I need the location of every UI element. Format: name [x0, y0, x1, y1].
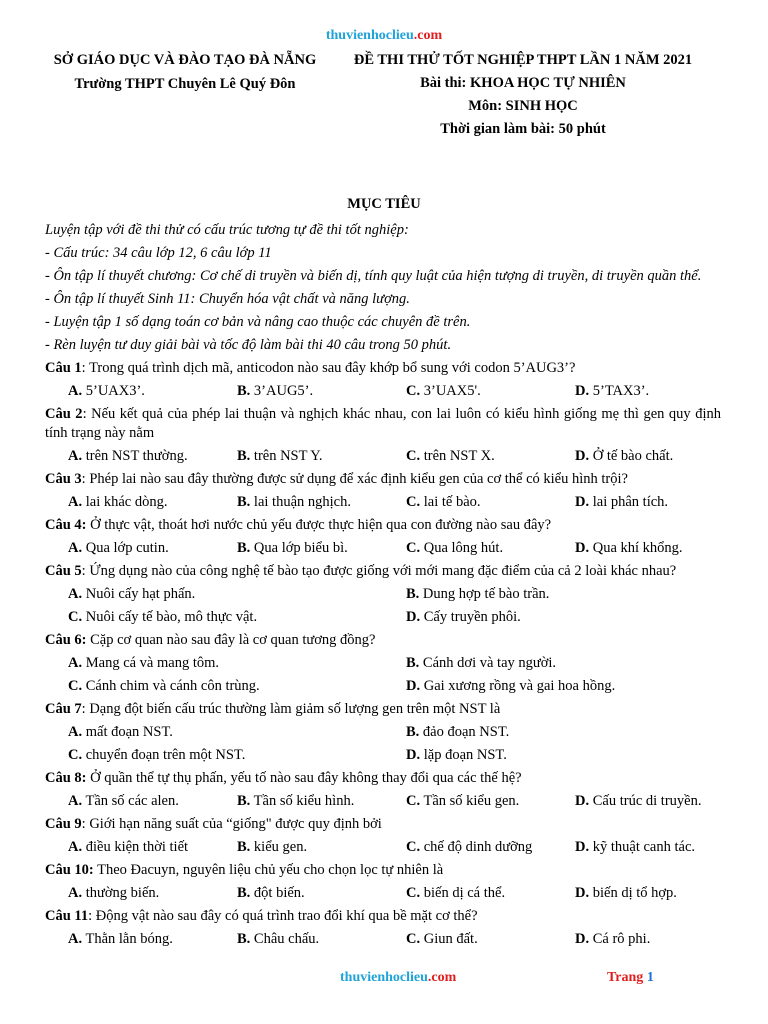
option-b: B. Dung hợp tế bào trần.	[406, 586, 550, 602]
option-d: D. Qua khí khổng.	[575, 540, 683, 556]
objective-line: - Ôn tập lí thuyết chương: Cơ chế di truyền và biến dị, tính quy luật của hiện tượng di truyền, di truyền quần thể.	[45, 268, 702, 284]
question-11: Câu 11: Động vật nào sau đây có quá trình trao đổi khí qua bề mặt cơ thể? A. Thằn lằn bóng. B. Châu chấu. C. Giun đất. D. Cá rô phi.	[45, 905, 721, 951]
option-c: C. chế độ dinh dưỡng	[406, 839, 533, 855]
option-b: B. đảo đoạn NST.	[406, 724, 510, 740]
option-c: C. Nuôi cấy tế bào, mô thực vật.	[68, 609, 258, 625]
answer-options	[45, 836, 721, 859]
answer-options	[45, 537, 721, 560]
exam-duration: Thời gian làm bài: 50 phút	[440, 121, 606, 137]
answer-options	[45, 445, 721, 468]
objective-line: - Luyện tập 1 số dạng toán cơ bản và nâng cao thuộc các chuyên đề trên.	[45, 314, 471, 330]
objective-line: - Rèn luyện tư duy giải bài và tốc độ làm bài thi 40 câu trong 50 phút.	[45, 337, 452, 353]
option-b: B. 3’AUG5’.	[237, 383, 314, 399]
option-c: C. chuyển đoạn trên một NST.	[68, 747, 246, 763]
page-number: Trang 1	[607, 970, 654, 985]
option-b: B. Cánh dơi và tay người.	[406, 655, 557, 671]
answer-options	[45, 790, 721, 813]
option-d: D. 5’TAX3’.	[575, 383, 650, 399]
option-a: A. Tần số các alen.	[68, 793, 179, 809]
option-c: C. Tần số kiểu gen.	[406, 793, 520, 809]
site-domain: .com	[413, 28, 443, 43]
objective-line: - Ôn tập lí thuyết Sinh 11: Chuyển hóa vật chất và năng lượng.	[45, 291, 410, 307]
footer-site-link[interactable]: thuvienhoclieu.com	[340, 970, 457, 985]
answer-options	[45, 491, 721, 514]
question-text: Phép lai nào sau đây thường được sử dụng để xác định kiểu gen của cơ thể có kiểu hình trội?	[85, 471, 628, 487]
option-a: A. 5’UAX3’.	[68, 383, 145, 399]
question-text: Cặp cơ quan nào sau đây là cơ quan tương đồng?	[86, 632, 376, 648]
option-b: B. trên NST Y.	[237, 448, 323, 464]
option-b: B. đột biến.	[237, 885, 305, 901]
question-7: Câu 7: Dạng đột biến cấu trúc thường làm giảm số lượng gen trên một NST là A. mất đoạn NST. B. đảo đoạn NST. C. chuyển đoạn trên một NST. D. lặp đoạn NST.	[45, 698, 721, 767]
option-a: A. trên NST thường.	[68, 448, 188, 464]
question-text: Dạng đột biến cấu trúc thường làm giảm số lượng gen trên một NST là	[85, 701, 501, 717]
objective-line: - Cấu trúc: 34 câu lớp 12, 6 câu lớp 11	[45, 245, 272, 261]
option-d: D. lai phân tích.	[575, 494, 669, 510]
site-watermark-top[interactable]	[0, 28, 768, 44]
option-b: B. Qua lớp biểu bì.	[237, 540, 348, 556]
department-name: SỞ GIÁO DỤC VÀ ĐÀO TẠO ĐÀ NẴNG	[53, 52, 317, 68]
question-text: Ở quần thể tự thụ phấn, yếu tố nào sau đây không thay đổi qua các thế hệ?	[86, 770, 522, 786]
option-a: A. Mang cá và mang tôm.	[68, 655, 220, 671]
option-a: A. điều kiện thời tiết	[68, 839, 189, 855]
question-text: Trong quá trình dịch mã, anticodon nào sau đây khớp bổ sung với codon 5’AUG3’?	[85, 360, 576, 376]
answer-options	[45, 882, 721, 905]
option-d: D. lặp đoạn NST.	[406, 747, 507, 763]
option-c: C. Cánh chim và cánh côn trùng.	[68, 678, 260, 694]
question-9: Câu 9: Giới hạn năng suất của “giống" được quy định bởi A. điều kiện thời tiết B. kiểu gen. C. chế độ dinh dưỡng D. kỹ thuật canh tác.	[45, 813, 721, 859]
question-label: Câu 9	[45, 816, 82, 832]
option-b: B. Châu chấu.	[237, 931, 320, 947]
exam-subject-area: Bài thi: KHOA HỌC TỰ NHIÊN	[420, 75, 626, 91]
answer-options	[45, 652, 721, 698]
answer-options	[45, 928, 721, 951]
site-name: thuvienhoclieu	[325, 28, 414, 43]
objective-line: Luyện tập với đề thi thử có cấu trúc tương tự đề thi tốt nghiệp:	[45, 222, 409, 238]
option-d: D. Cá rô phi.	[575, 931, 651, 947]
option-b: B. kiểu gen.	[237, 839, 308, 855]
question-text: Ở thực vật, thoát hơi nước chủ yếu được thực hiện qua con đường nào sau đây?	[86, 517, 552, 533]
question-10	[45, 859, 721, 905]
option-d: D. Cấu trúc di truyền.	[575, 793, 702, 809]
question-text: Động vật nào sau đây có quá trình trao đổi khí qua bề mặt cơ thể?	[92, 908, 478, 924]
option-c: C. lai tế bào.	[406, 494, 481, 510]
question-label: Câu 5	[45, 563, 82, 579]
answer-options	[45, 721, 721, 767]
answer-options	[45, 380, 721, 403]
question-8	[45, 767, 721, 813]
option-d: D. kỹ thuật canh tác.	[575, 839, 695, 855]
option-d: D. Cấy truyền phôi.	[406, 609, 521, 625]
question-3: Câu 3: Phép lai nào sau đây thường được sử dụng để xác định kiểu gen của cơ thể có kiểu hình trội? A. lai khác dòng. B. lai thuận nghịch. C. lai tế bào. D. lai phân tích.	[45, 468, 721, 514]
question-label: Câu 3	[45, 471, 82, 487]
option-c: C. Giun đất.	[406, 931, 478, 947]
question-text: Ứng dụng nào của công nghệ tế bào tạo được giống với mới mang đặc điểm của cả 2 loài khác nhau?	[85, 563, 677, 579]
question-label: Câu 2	[45, 406, 83, 422]
question-text: Giới hạn năng suất của “giống" được quy định bởi	[85, 816, 382, 832]
option-c: C. trên NST X.	[406, 448, 495, 464]
question-label: Câu 10:	[45, 862, 94, 878]
option-b: B. lai thuận nghịch.	[237, 494, 351, 510]
question-label: Câu 1	[45, 360, 82, 376]
question-text: Nếu kết quả của phép lai thuận và nghịch khác nhau, con lai luôn có kiểu hình giống mẹ thì gen quy định tính trạng này nằm	[45, 406, 721, 441]
school-name: Trường THPT Chuyên Lê Quý Đôn	[74, 76, 296, 92]
question-text: Theo Đacuyn, nguyên liệu chủ yếu cho chọn lọc tự nhiên là	[93, 862, 444, 878]
question-label: Câu 6:	[45, 632, 87, 648]
exam-title: ĐỀ THI THỬ TỐT NGHIỆP THPT LẦN 1 NĂM 2021	[353, 52, 693, 68]
option-d: D. biến dị tổ hợp.	[575, 885, 677, 901]
question-5: Câu 5: Ứng dụng nào của công nghệ tế bào tạo được giống với mới mang đặc điểm của cả 2 loài khác nhau? A. Nuôi cấy hạt phấn. B. Dung hợp tế bào trần. C. Nuôi cấy tế bào, mô thực vật. D. Cấy truyền phôi.	[45, 560, 721, 629]
question-label: Câu 11	[45, 908, 89, 924]
question-label: Câu 8:	[45, 770, 87, 786]
question-4	[45, 514, 721, 560]
option-c: C. Qua lông hút.	[406, 540, 504, 556]
question-1: Câu 1: Trong quá trình dịch mã, anticodon nào sau đây khớp bổ sung với codon 5’AUG3’? A. 5’UAX3’. B. 3’AUG5’. C. 3’UAX5'. D. 5’TAX3’.	[45, 357, 721, 403]
question-2: Câu 2: Nếu kết quả của phép lai thuận và nghịch khác nhau, con lai luôn có kiểu hình giống mẹ thì gen quy định tính trạng này nằm A. trên NST thường. B. trên NST Y. C. trên NST X. D. Ở tế bào chất.	[45, 403, 721, 468]
question-6	[45, 629, 721, 698]
option-a: A. Thằn lằn bóng.	[68, 931, 173, 947]
option-c: C. biến dị cá thể.	[406, 885, 506, 901]
objectives-title: MỤC TIÊU	[347, 196, 421, 212]
option-b: B. Tần số kiểu hình.	[237, 793, 355, 809]
option-d: D. Ở tế bào chất.	[575, 448, 674, 464]
option-c: C. 3’UAX5'.	[406, 383, 481, 399]
option-a: A. Nuôi cấy hạt phấn.	[68, 586, 196, 602]
answer-options	[45, 583, 721, 629]
option-a: A. lai khác dòng.	[68, 494, 168, 510]
option-a: A. Qua lớp cutin.	[68, 540, 169, 556]
option-a: A. thường biến.	[68, 885, 160, 901]
exam-subject: Môn: SINH HỌC	[468, 98, 578, 114]
objectives-list	[45, 219, 721, 357]
question-label: Câu 4:	[45, 517, 87, 533]
option-d: D. Gai xương rồng và gai hoa hồng.	[406, 678, 616, 694]
option-a: A. mất đoạn NST.	[68, 724, 173, 740]
question-label: Câu 7	[45, 701, 82, 717]
exam-content	[45, 219, 721, 951]
